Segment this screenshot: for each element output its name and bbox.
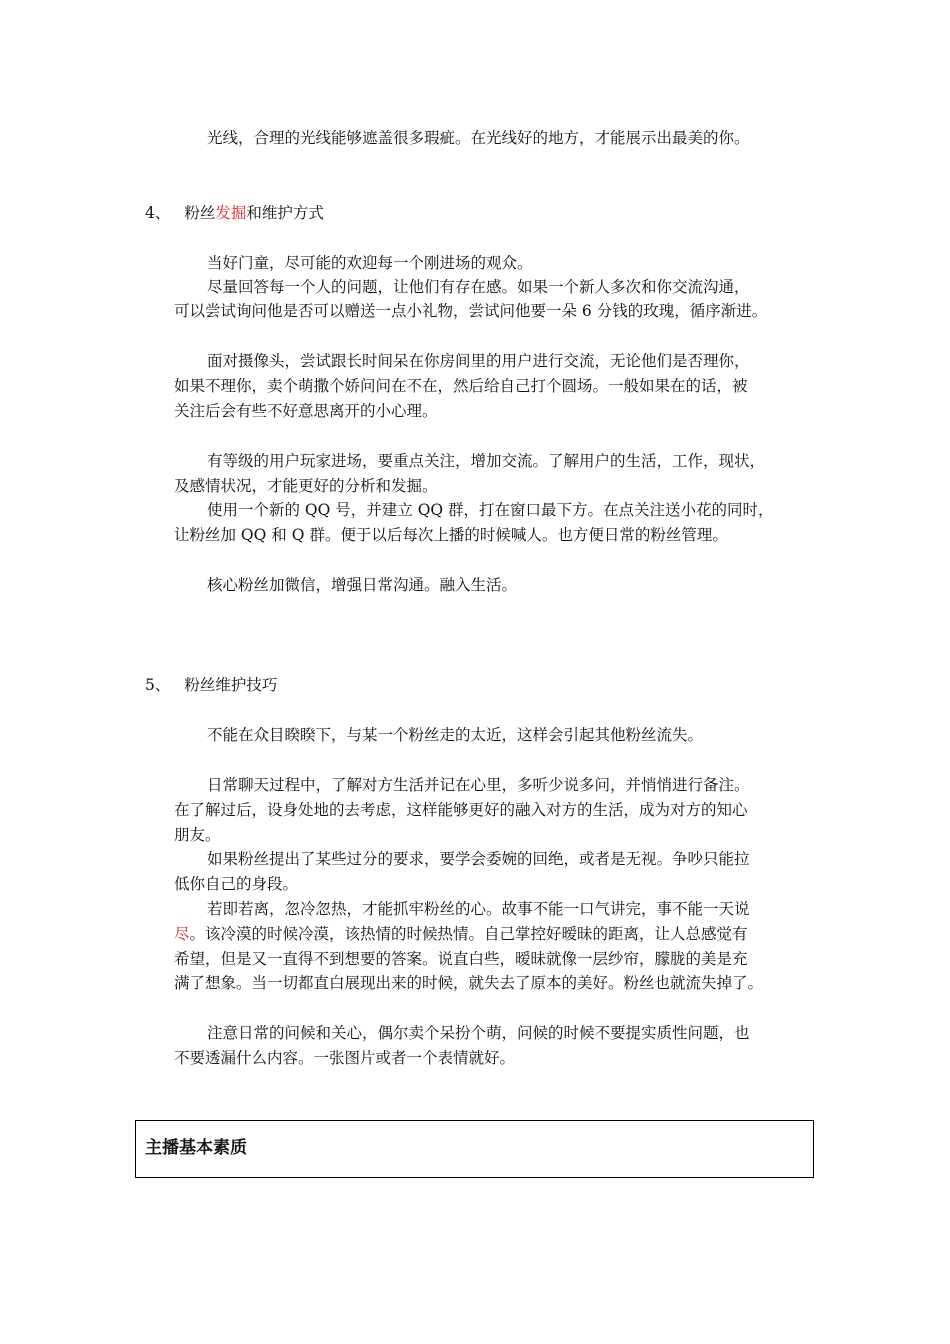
paragraph-line: 关注后会有些不好意思离开的小心理。 [174, 402, 438, 420]
paragraph-line: 面对摄像头，尝试跟长时间呆在你房间里的用户进行交流，无论他们是否理你， [207, 352, 750, 370]
section-title-highlight: 发掘 [215, 204, 247, 222]
paragraph-line [174, 924, 748, 944]
paragraph-line: 日常聊天过程中，了解对方生活并记在心里，多听少说多问，并悄悄进行备注。 [207, 776, 750, 794]
paragraph-line: 希望，但是又一直得不到想要的答案。说直白些，暧昧就像一层纱帘，朦胧的美是充 [174, 950, 748, 968]
paragraph-line: 当好门童，尽可能的欢迎每一个刚进场的观众。 [207, 254, 533, 272]
section-title-part: 粉丝 [184, 204, 216, 222]
paragraph-line: 若即若离，忽冷忽热，才能抓牢粉丝的心。故事不能一口气讲完，事不能一天说 [207, 900, 750, 918]
paragraph-line: 有等级的用户玩家进场，要重点关注，增加交流。了解用户的生活，工作，现状， [207, 452, 766, 470]
paragraph-line: 注意日常的问候和关心，偶尔卖个呆扮个萌，问候的时候不要提实质性问题，也 [207, 1024, 750, 1042]
section-5-heading [145, 675, 277, 695]
section-number: 4、 [145, 204, 171, 222]
paragraph-line: 在了解过后，设身处地的去考虑，这样能够更好的融入对方的生活，成为对方的知心 [174, 801, 748, 819]
box-title: 主播基本素质 [145, 1138, 247, 1158]
section-title-box [135, 1120, 814, 1178]
paragraph-line: 光线，合理的光线能够遮盖很多瑕疵。在光线好的地方，才能展示出最美的你。 [207, 129, 750, 147]
paragraph-line: 不要透漏什么内容。一张图片或者一个表情就好。 [174, 1049, 516, 1067]
paragraph-line: 使用一个新的 QQ 号，并建立 QQ 群，打在窗口最下方。在点关注送小花的同时， [207, 501, 774, 519]
paragraph-line: 尽量回答每一个人的问题，让他们有存在感。如果一个新人多次和你交流沟通， [207, 278, 750, 296]
paragraph-line: 朋友。 [174, 826, 221, 844]
paragraph-line: 不能在众目睽睽下，与某一个粉丝走的太近，这样会引起其他粉丝流失。 [207, 726, 704, 744]
section-title: 粉丝维护技巧 [184, 676, 278, 694]
paragraph-line: 如果不理你，卖个萌撒个娇问问在不在，然后给自己打个圆场。一般如果在的话，被 [174, 377, 748, 395]
section-number: 5、 [145, 676, 171, 694]
paragraph-line: 及感情状况，才能更好的分析和发掘。 [174, 477, 438, 495]
paragraph-line: 如果粉丝提出了某些过分的要求，要学会委婉的回绝，或者是无视。争吵只能拉 [207, 850, 750, 868]
paragraph-line: 可以尝试询问他是否可以赠送一点小礼物，尝试问他要一朵 6 分钱的玫瑰，循序渐进。 [174, 302, 768, 320]
paragraph-line: 低你自己的身段。 [174, 875, 299, 893]
paragraph-line: 让粉丝加 QQ 和 Q 群。便于以后每次上播的时候喊人。也方便日常的粉丝管理。 [174, 526, 728, 544]
paragraph-line: 满了想象。当一切都直白展现出来的时候，就失去了原本的美好。粉丝也就流失掉了。 [174, 974, 764, 992]
line-text: 。该冷漠的时候冷漠，该热情的时候热情。自己掌控好暧昧的距离，让人总感觉有 [189, 925, 748, 943]
paragraph-line: 核心粉丝加微信，增强日常沟通。融入生活。 [207, 576, 518, 594]
highlight-text: 尽 [174, 925, 190, 943]
section-4-heading [145, 203, 324, 223]
section-title-part: 和维护方式 [246, 204, 324, 222]
